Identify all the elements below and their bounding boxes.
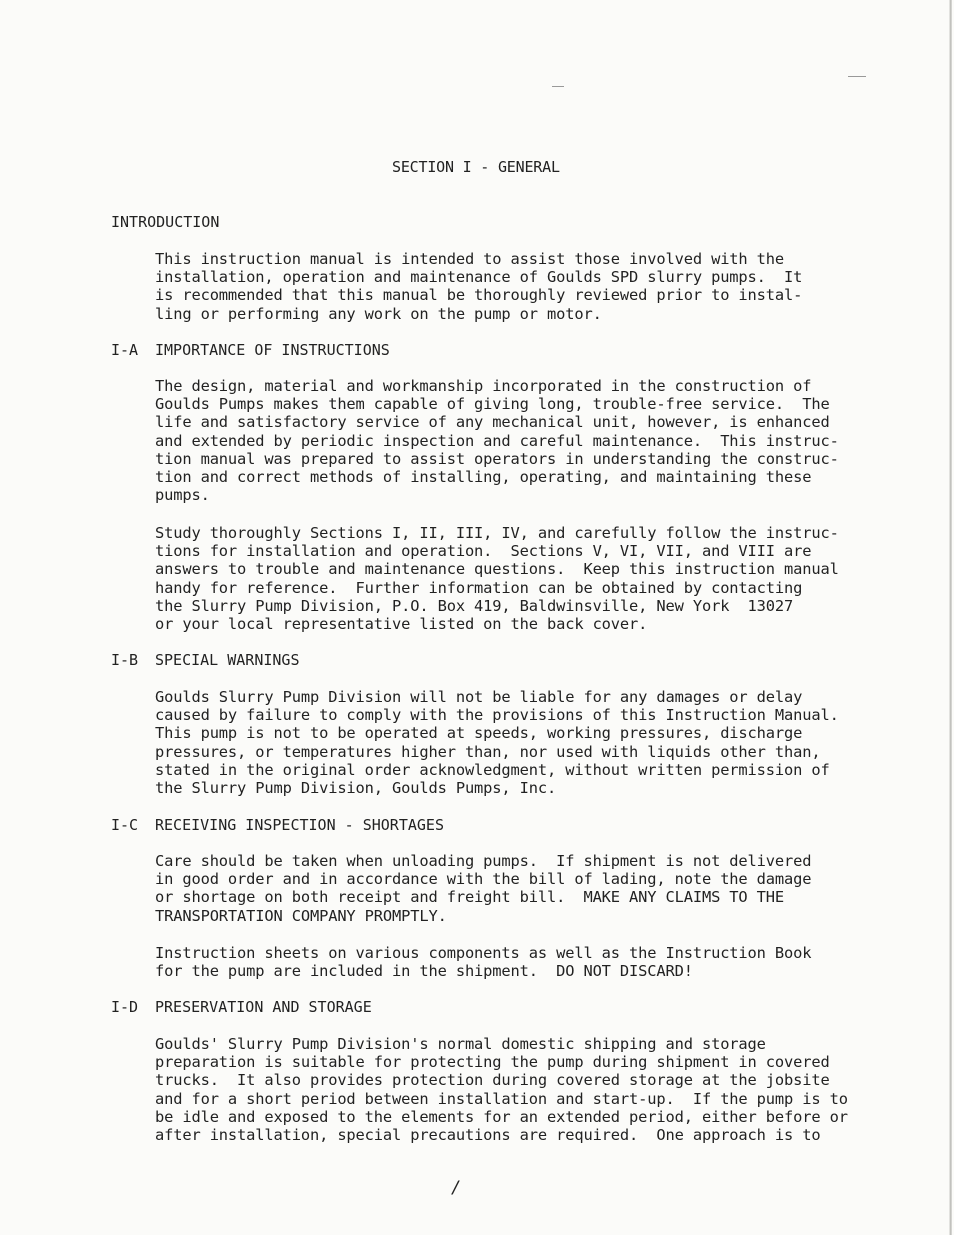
section-heading-i-a: [111, 341, 390, 359]
paragraph: The design, material and workmanship incorporated in the construction of Goulds Pumps makes them capable of giving long, trouble-free service. The life and satisfactory service of any mechanical unit, however, is enhanced and extended by periodic inspection and careful maintenance. This instruc- tion manual was prepared to assist operators in understanding the construc- tion and correct methods of installing, operating, and maintaining these pumps.: [155, 377, 839, 505]
scan-speck: [848, 76, 866, 77]
section-title: SECTION I - GENERAL: [392, 158, 560, 176]
section-heading-label: IMPORTANCE OF INSTRUCTIONS: [155, 341, 390, 359]
section-heading-i-c: [111, 816, 444, 834]
paragraph: Care should be taken when unloading pumps. If shipment is not delivered in good order and in accordance with the bill of lading, note the damage or shortage on both receipt and freight bill. MAKE ANY CLAIMS TO THE TRANSPORTATION COMPANY PROMPTLY.: [155, 852, 812, 925]
intro-heading: INTRODUCTION: [111, 213, 220, 231]
paragraph: Instruction sheets on various components as well as the Instruction Book for the pump are included in the shipment. DO NOT DISCARD!: [155, 944, 812, 981]
section-number: I-D: [111, 998, 139, 1016]
section-heading-i-b: [111, 651, 300, 669]
page-number: /: [451, 1178, 462, 1198]
section-heading-label: RECEIVING INSPECTION - SHORTAGES: [155, 816, 444, 834]
scan-edge: [949, 0, 952, 1235]
section-heading-label: PRESERVATION AND STORAGE: [155, 998, 372, 1016]
section-heading-label: SPECIAL WARNINGS: [155, 651, 300, 669]
section-number: I-C: [111, 816, 139, 834]
scan-speck: [552, 86, 564, 87]
paragraph: Goulds' Slurry Pump Division's normal domestic shipping and storage preparation is suitable for protecting the pump during shipment in covered trucks. It also provides protection during covered storage at the jobsite and for a short period between installation and start-up. If the pump is to be idle and exposed to the elements for an extended period, either before or after installation, special precautions are required. One approach is to: [155, 1035, 848, 1145]
paragraph: Study thoroughly Sections I, II, III, IV, and carefully follow the instruc- tions for installation and operation. Sections V, VI, VII, and VIII are answers to trouble and maintenance questions. Keep this instruction manual handy for reference. Further information can be obtained by contacting the Slurry Pump Division, P.O. Box 419, Baldwinsville, New York 13027 or your local representative listed on the back cover.: [155, 524, 839, 634]
section-number: I-B: [111, 651, 139, 669]
section-number: I-A: [111, 341, 139, 359]
paragraph: Goulds Slurry Pump Division will not be liable for any damages or delay caused by failure to comply with the provisions of this Instruction Manual. This pump is not to be operated at speeds, working pressures, discharge pressures, or temperatures higher than, nor used with liquids other than, stated in the original order acknowledgment, without written permission of the Slurry Pump Division, Goulds Pumps, Inc.: [155, 688, 839, 798]
section-heading-i-d: [111, 998, 372, 1016]
intro-paragraph: This instruction manual is intended to assist those involved with the installation, operation and maintenance of Goulds SPD slurry pumps. It is recommended that this manual be thoroughly reviewed prior to instal- ling or performing any work on the pump or motor.: [155, 250, 803, 323]
